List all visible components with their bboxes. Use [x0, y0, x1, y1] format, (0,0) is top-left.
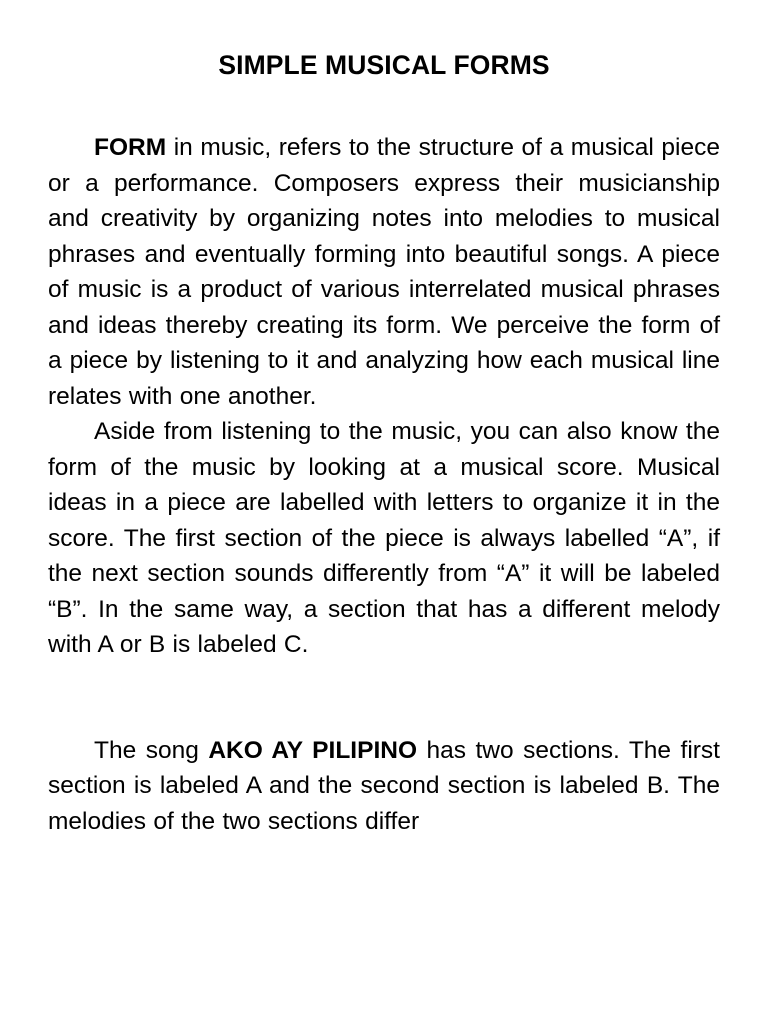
paragraph-musical-score — [48, 414, 720, 663]
paragraph-3-text-after: has two sections. The first section is labeled A and the second section is labeled B. The melodies of the two sections differ — [48, 736, 720, 835]
paragraph-song-example — [48, 733, 720, 840]
song-title: AKO AY PILIPINO — [208, 736, 417, 764]
paragraph-form-definition — [48, 130, 720, 414]
paragraph-2-text: Aside from listening to the music, you can also know the form of the music by looking at a musical score. Musical ideas in a piece are labelled with letters to organize it in the score. The first section of the piece is always labelled “A”, if the next section sounds differently from “A” it will be labeled “B”. In the same way, a section that has a different melody with A or B is labeled C. — [48, 418, 720, 658]
paragraph-1-text: in music, refers to the structure of a musical piece or a performance. Composers express their musicianship and creativity by organizing notes into melodies to musical phrases and eventually forming into beautiful songs. A piece of music is a product of various interrelated musical phrases and ideas thereby creating its form. We perceive the form of a piece by listening to it and analyzing how each musical line relates with one another. — [48, 134, 720, 410]
paragraph-3-text-before: The song — [94, 736, 209, 764]
page-title: SIMPLE MUSICAL FORMS — [218, 50, 550, 80]
form-term: FORM — [94, 134, 167, 161]
